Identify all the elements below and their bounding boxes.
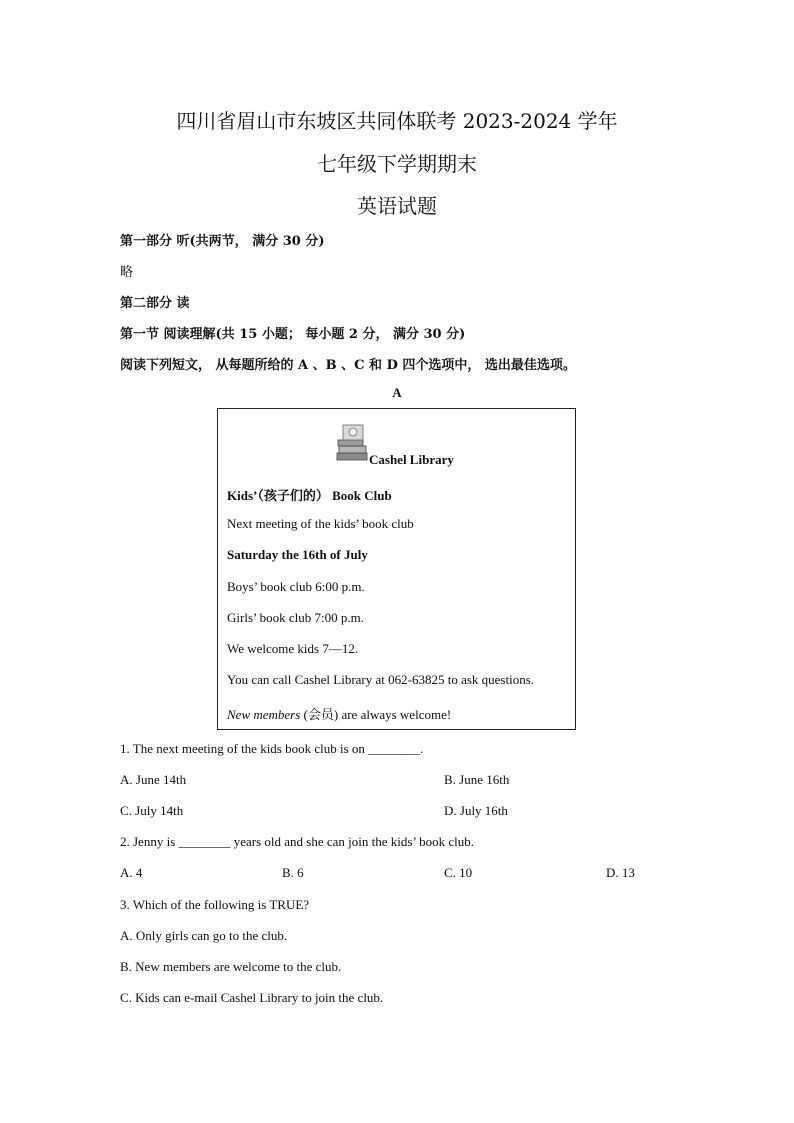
exam-title-line-3: 英语试题 bbox=[357, 194, 437, 218]
part2-heading: 第二部分 读 bbox=[120, 296, 190, 311]
question-2-option-a: A. 4 bbox=[120, 865, 143, 880]
instructions: 阅读下列短文， 从每题所给的 A 、B 、C 和 D 四个选项中， 选出最佳选项。 bbox=[120, 358, 576, 373]
question-2-option-b: B. 6 bbox=[282, 865, 304, 880]
boys-club-line: Boys’ book club 6:00 p.m. bbox=[227, 579, 365, 594]
library-name: Cashel Library bbox=[369, 452, 454, 467]
girls-club-line: Girls’ book club 7:00 p.m. bbox=[227, 610, 364, 625]
question-3-option-a: A. Only girls can go to the club. bbox=[120, 928, 288, 943]
exam-title-line-2: 七年级下学期期末 bbox=[317, 152, 477, 176]
new-members-rest: (会员) are always welcome! bbox=[300, 707, 452, 722]
books-stack-icon bbox=[335, 423, 371, 463]
question-3-option-c: C. Kids can e-mail Cashel Library to join the club. bbox=[120, 990, 384, 1005]
exam-title-line-1: 四川省眉山市东坡区共同体联考 2023-2024 学年 bbox=[176, 109, 618, 133]
new-members-line bbox=[227, 704, 451, 723]
club-title: Kids’（孩子们的） Book Club bbox=[227, 488, 392, 503]
question-2-stem: 2. Jenny is ________ years old and she can join the kids’ book club. bbox=[120, 834, 474, 849]
question-1-option-c: C. July 14th bbox=[120, 803, 184, 818]
question-3-option-b: B. New members are welcome to the club. bbox=[120, 959, 342, 974]
part1-heading: 第一部分 听(共两节， 满分 30 分) bbox=[120, 234, 325, 249]
welcome-age-line: We welcome kids 7—12. bbox=[227, 641, 359, 656]
call-line: You can call Cashel Library at 062-63825 to ask questions. bbox=[227, 672, 535, 687]
question-1-stem: 1. The next meeting of the kids book club is on ________. bbox=[120, 741, 424, 756]
new-members-italic: New members bbox=[227, 707, 301, 722]
part1-note: 略 bbox=[120, 265, 134, 280]
section1-heading: 第一节 阅读理解(共 15 小题； 每小题 2 分， 满分 30 分) bbox=[120, 327, 466, 342]
question-3-stem: 3. Which of the following is TRUE? bbox=[120, 897, 310, 912]
question-1-option-b: B. June 16th bbox=[444, 772, 510, 787]
next-meeting-line: Next meeting of the kids’ book club bbox=[227, 516, 414, 531]
question-2-option-c: C. 10 bbox=[444, 865, 473, 880]
question-1-option-d: D. July 16th bbox=[444, 803, 508, 818]
passage-box bbox=[217, 408, 576, 730]
question-1-option-a: A. June 14th bbox=[120, 772, 187, 787]
passage-label: A bbox=[392, 385, 402, 400]
question-2-option-d: D. 13 bbox=[606, 865, 635, 880]
meeting-date-line: Saturday the 16th of July bbox=[227, 547, 368, 562]
